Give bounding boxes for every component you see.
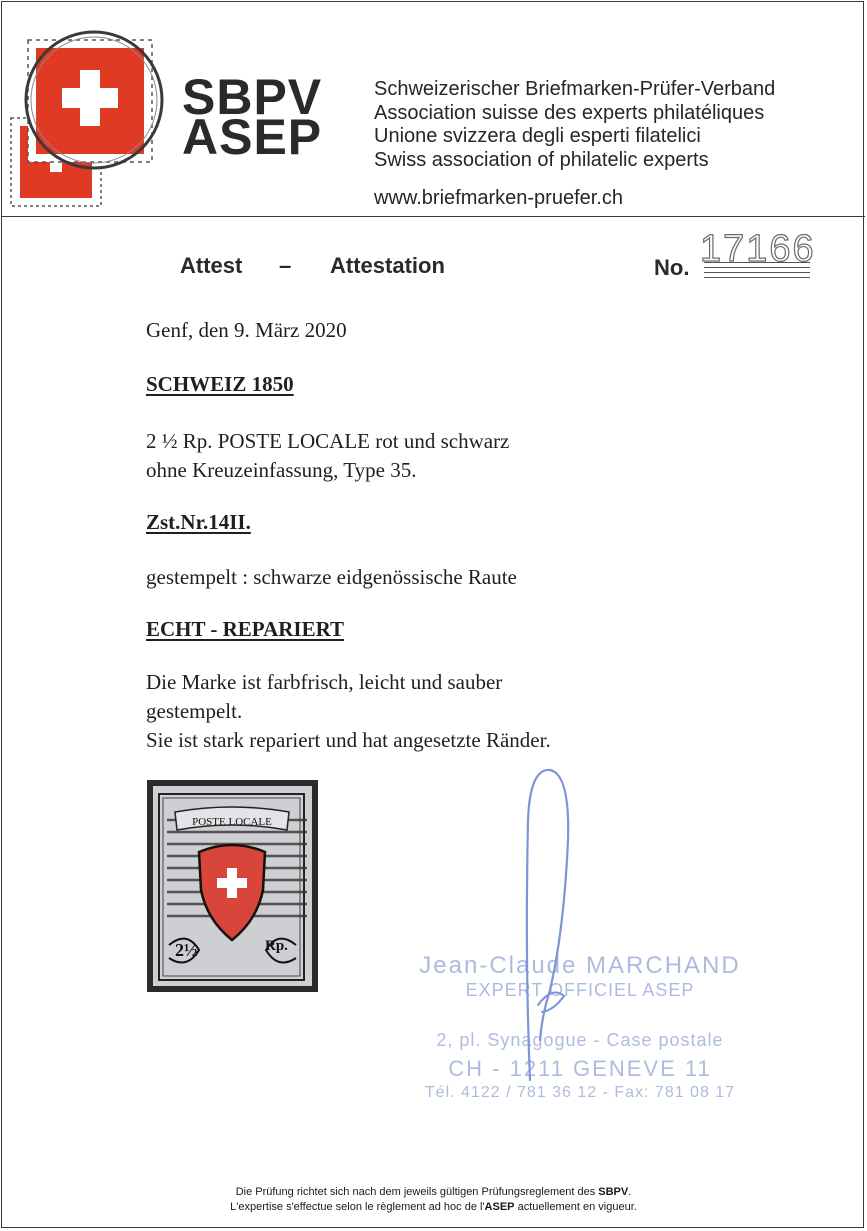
certificate-number-label: No. xyxy=(654,255,690,280)
stamp-banner-text: POSTE LOCALE xyxy=(192,816,272,828)
expert-phone-fax: Tél. 4122 / 781 36 12 - Fax: 781 08 17 xyxy=(424,1084,736,1101)
country-year-heading: SCHWEIZ 1850 xyxy=(146,372,294,396)
stamp-value-right: Rp. xyxy=(265,938,288,954)
footer-note xyxy=(0,1185,867,1215)
acronym-sbpv: SBPV xyxy=(182,69,323,125)
expert-city: CH - 1211 GENEVE 11 xyxy=(448,1056,712,1081)
number-underline xyxy=(704,262,810,263)
org-name-fr: Association suisse des experts philatéliques xyxy=(374,101,765,124)
sbpv-logo xyxy=(6,26,176,214)
expert-address: 2, pl. Synagogue - Case postale xyxy=(436,1030,724,1050)
title-dash: – xyxy=(279,253,292,278)
stamp-photo xyxy=(147,780,318,992)
footer-line-fr: L'expertise s'effectue selon le règlement ad hoc de l'ASEP actuellement en vigueur. xyxy=(230,1201,637,1213)
org-name-en: Swiss association of philatelic experts xyxy=(374,148,709,171)
remarks-line-3: Sie ist stark repariert und hat angesetzte Ränder. xyxy=(146,728,551,752)
title-attest: Attest xyxy=(180,253,243,278)
org-name-de: Schweizerischer Briefmarken-Prüfer-Verband xyxy=(374,78,776,100)
organization-names xyxy=(374,78,775,172)
cancellation: gestempelt : schwarze eidgenössische Raute xyxy=(146,565,517,589)
place-date: Genf, den 9. März 2020 xyxy=(146,318,347,342)
expert-signature xyxy=(490,760,610,1090)
acronym-asep: ASEP xyxy=(182,109,323,165)
expert-title: EXPERT OFFICIEL ASEP xyxy=(465,980,695,1000)
certificate-number: 17166 xyxy=(700,228,816,270)
website-link[interactable]: www.briefmarken-pruefer.ch xyxy=(374,187,623,209)
description-line-1: 2 ½ Rp. POSTE LOCALE rot und schwarz xyxy=(146,429,510,453)
stamp-value-left: 2½ xyxy=(175,940,198,960)
description-line-2: ohne Kreuzeinfassung, Type 35. xyxy=(146,458,417,482)
org-name-it: Unione svizzera degli esperti filatelici xyxy=(374,125,701,147)
header-divider xyxy=(1,216,865,217)
verdict-heading: ECHT - REPARIERT xyxy=(146,617,345,641)
remarks-line-1: Die Marke ist farbfrisch, leicht und sauber xyxy=(146,670,503,694)
remarks-line-2: gestempelt. xyxy=(146,699,243,723)
title-attestation: Attestation xyxy=(330,253,445,278)
expert-name: Jean-Claude MARCHAND xyxy=(419,952,741,979)
footer-line-de: Die Prüfung richtet sich nach dem jeweils gültigen Prüfungsreglement des SBPV. xyxy=(235,1186,632,1198)
catalog-number: Zst.Nr.14II. xyxy=(146,510,251,534)
